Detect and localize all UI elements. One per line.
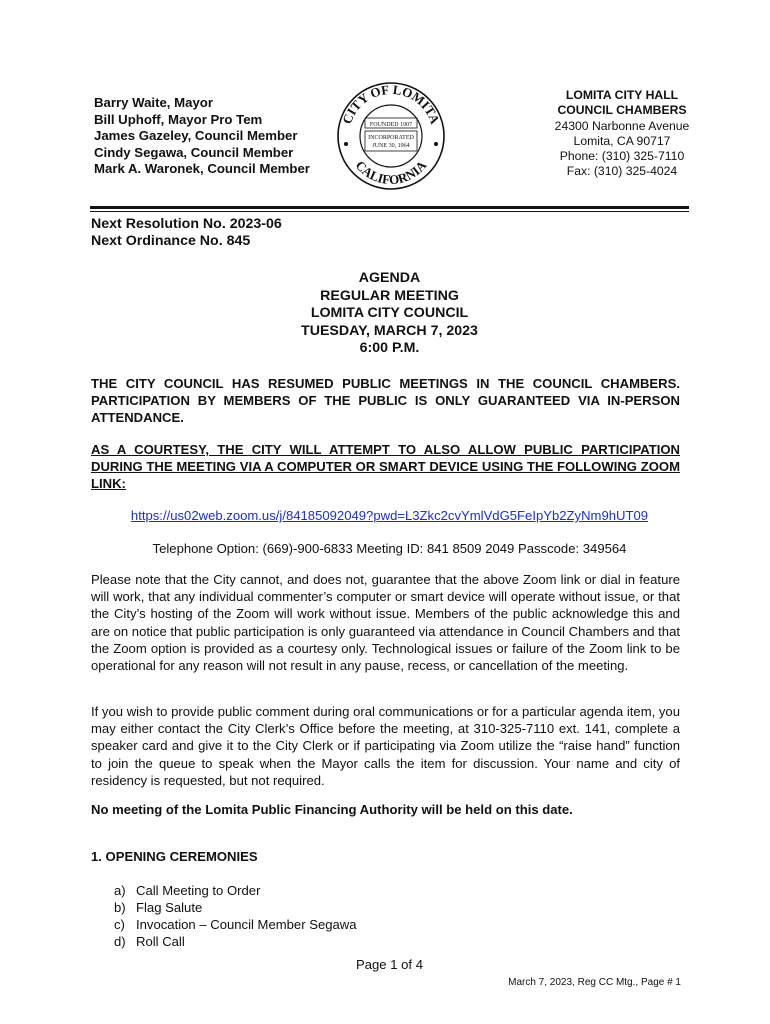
member-council-1: James Gazeley, Council Member [94, 128, 298, 143]
seal-founded: FOUNDED 1907 [369, 122, 413, 128]
member-mayor: Barry Waite, Mayor [94, 95, 213, 110]
footer-meeting-ref: March 7, 2023, Reg CC Mtg., Page # 1 [508, 977, 681, 988]
meeting-type: REGULAR MEETING [320, 287, 459, 304]
seal-incorporated: INCORPORATED [368, 135, 414, 141]
seal-date: JUNE 30, 1964 [372, 143, 410, 149]
list-item: c) Invocation – Council Member Segawa [114, 917, 357, 932]
hall-phone: Phone: (310) 325-7110 [559, 149, 685, 164]
hall-name: LOMITA CITY HALL [565, 88, 679, 102]
list-item: d) Roll Call [114, 934, 185, 949]
council-members [94, 95, 310, 178]
agenda-title [90, 270, 689, 358]
hall-address-street: 24300 Narbonne Avenue [554, 118, 690, 133]
hall-chambers: COUNCIL CHAMBERS [557, 103, 687, 118]
page-number: Page 1 of 4 [356, 957, 423, 972]
council-name: LOMITA CITY COUNCIL [310, 305, 469, 322]
zoom-link-line [90, 508, 689, 523]
list-item: a) Call Meeting to Order [114, 883, 261, 898]
member-mayor-pro-tem: Bill Uphoff, Mayor Pro Tem [94, 111, 263, 127]
agenda-heading: AGENDA [358, 270, 421, 286]
seal-top-text: CITY OF LOMITA [339, 81, 443, 126]
zoom-courtesy-notice: AS A COURTESY, THE CITY WILL ATTEMPT TO ALSO ALLOW PUBLIC PARTICIPATION DURING THE MEETING VIA A COMPUTER OR SMART DEVICE USING THE FOLLOWING ZOOM LINK: [91, 442, 680, 492]
list-item: b) Flag Salute [114, 900, 203, 915]
hall-address-city: Lomita, CA 90717 [573, 133, 671, 148]
telephone-option: Telephone Option: (669)-900-6833 Meeting ID: 841 8509 2049 Passcode: 349564 [152, 541, 627, 556]
section-opening-ceremonies: 1. OPENING CEREMONIES [91, 849, 258, 864]
svg-text:CALIFORNIA [353, 157, 430, 187]
meeting-time: 6:00 P.M. [359, 340, 420, 357]
svg-text:CITY OF LOMITA [339, 82, 443, 127]
city-seal-logo [335, 80, 447, 192]
next-numbers [91, 216, 282, 249]
meeting-date: TUESDAY, MARCH 7, 2023 [301, 322, 478, 339]
next-resolution: Next Resolution No. 2023-06 [91, 216, 282, 232]
member-council-2: Cindy Segawa, Council Member [94, 144, 294, 160]
zoom-link[interactable]: https://us02web.zoom.us/j/84185092049?pwd=L3Zkc2cvYmlVdG5FeIpYb2ZyNm9hUT09 [130, 508, 649, 523]
header-divider-thick [90, 206, 689, 209]
in-person-notice: THE CITY COUNCIL HAS RESUMED PUBLIC MEETINGS IN THE COUNCIL CHAMBERS. PARTICIPATION BY MEMBERS OF THE PUBLIC IS ONLY GUARANTEED VIA IN-PERSON ATTENDANCE. [91, 376, 680, 426]
member-council-3: Mark A. Waronek, Council Member [94, 161, 310, 176]
hall-fax: Fax: (310) 325-4024 [566, 164, 678, 179]
opening-items-list [114, 882, 357, 950]
financing-authority-notice: No meeting of the Lomita Public Financing Authority will be held on this date. [91, 802, 573, 817]
public-comment-paragraph: If you wish to provide public comment during oral communications or for a particular agenda item, you may either contact the City Clerk’s Office before the meeting, at 310-325-7110 ext. 141, complete a speaker card and give it to the City Clerk or if participating via Zoom utilize the “raise hand” function to join the queue to speak when the Mayor calls the item for discussion. Your name and city of residency is requested, but not required. [91, 704, 680, 788]
city-hall-info [522, 88, 722, 180]
header-divider-thin [90, 211, 689, 212]
seal-bottom-text: CALIFORNIA [352, 157, 430, 188]
zoom-disclaimer-paragraph: Please note that the City cannot, and does not, guarantee that the above Zoom link or dial in feature will work, that any individual commenter’s computer or smart device will operate without issue, or that the City’s hosting of the Zoom will work without issue. Members of the public acknowledge this and are on notice that public participation is only guaranteed via attendance in Council Chambers and that the Zoom option is provided as a courtesy only. Technological issues or failure of the Zoom link to be operational for any reason will not result in any pause, recess, or cancellation of the meeting. [91, 572, 680, 674]
next-ordinance: Next Ordinance No. 845 [91, 232, 251, 249]
